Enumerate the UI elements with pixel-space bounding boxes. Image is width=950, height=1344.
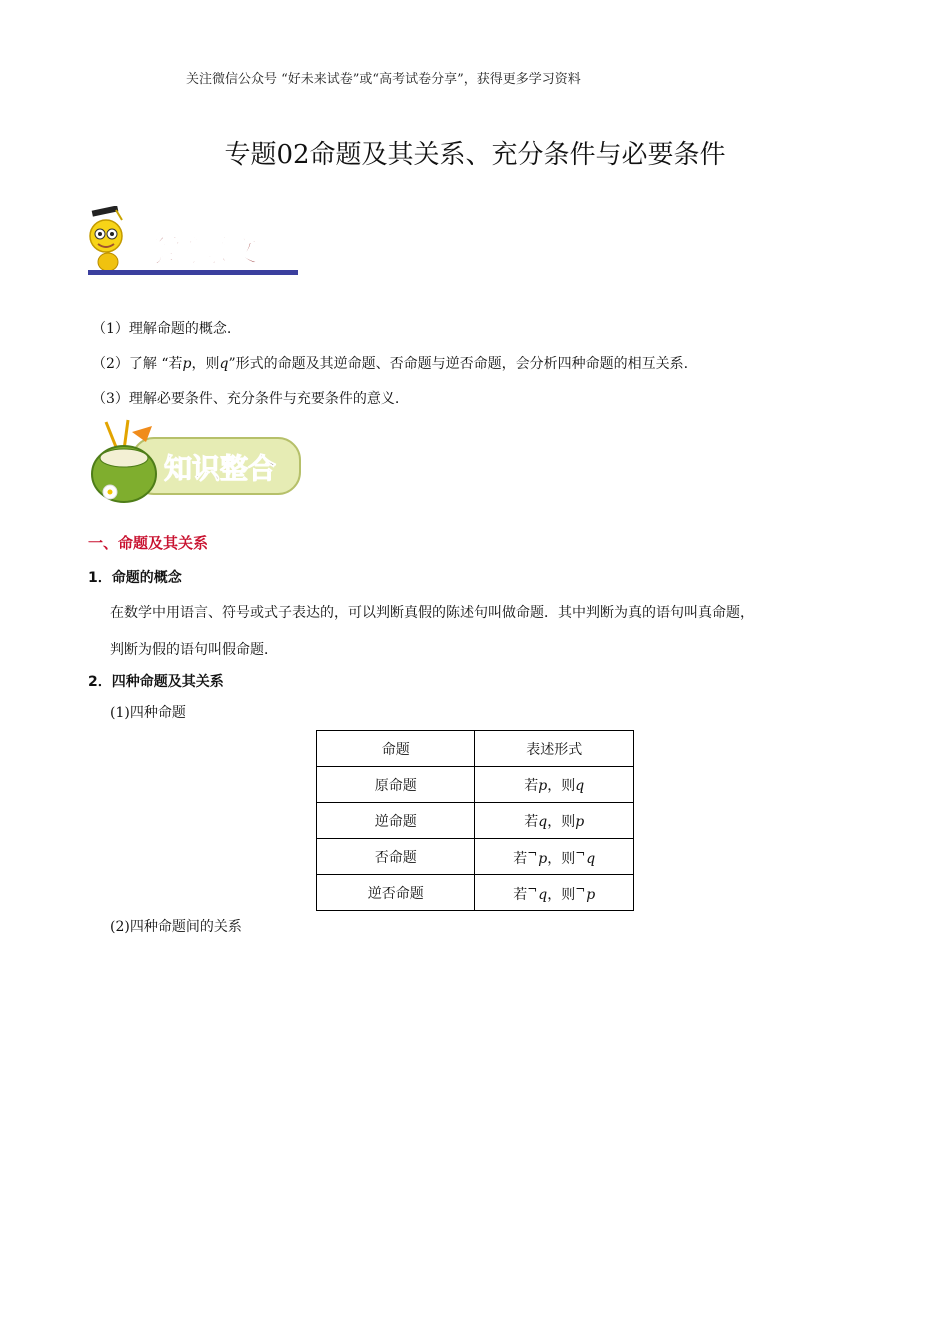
table-header-cell: 命题 <box>317 731 475 767</box>
four-propositions-table <box>316 730 634 911</box>
item1-line1: 在数学中用语言、符号或式子表达的，可以判断真假的陈述句叫做命题．其中判断为真的语句叫真命题， <box>110 605 754 621</box>
item1-heading: 1．命题的概念 <box>88 570 182 586</box>
knowledge-banner-graphic <box>88 418 304 506</box>
proposition-form: 若¬q，则¬p <box>475 875 634 911</box>
syllabus-banner-label: 考纲原文 <box>138 234 258 269</box>
mascot-icon <box>90 206 122 271</box>
coconut-icon <box>92 420 156 502</box>
header-note: 关注微信公众号 “好未来试卷”或“高考试卷分享”，获得更多学习资料 <box>186 72 581 87</box>
table-row <box>317 875 634 911</box>
table-row <box>317 803 634 839</box>
document-title: 专题02命题及其关系、充分条件与必要条件 <box>224 140 726 170</box>
proposition-name: 否命题 <box>317 839 475 875</box>
table-row <box>317 839 634 875</box>
knowledge-banner-label: 知识整合 <box>164 452 277 485</box>
item1-line2: 判断为假的语句叫假命题． <box>110 642 278 658</box>
table-row <box>317 767 634 803</box>
requirement-1: （1）理解命题的概念. <box>92 321 232 337</box>
proposition-form: 若p，则q <box>475 767 634 803</box>
item2-sub1: (1)四种命题 <box>110 705 186 721</box>
requirement-3: （3）理解必要条件、充分条件与充要条件的意义. <box>92 391 400 407</box>
table-header-cell: 表述形式 <box>475 731 634 767</box>
table-header-row <box>317 731 634 767</box>
proposition-form: 若¬p，则¬q <box>475 839 634 875</box>
syllabus-banner-graphic <box>86 206 300 280</box>
proposition-name: 逆否命题 <box>317 875 475 911</box>
requirement-2: （2）了解 “若p，则q”形式的命题及其逆命题、否命题与逆否命题，会分析四种命题的相互关系. <box>92 356 689 372</box>
item2-sub2: (2)四种命题间的关系 <box>110 919 242 935</box>
proposition-name: 逆命题 <box>317 803 475 839</box>
proposition-name: 原命题 <box>317 767 475 803</box>
section-heading: 一、命题及其关系 <box>88 534 209 552</box>
proposition-form: 若q，则p <box>475 803 634 839</box>
item2-heading: 2．四种命题及其关系 <box>88 674 224 690</box>
